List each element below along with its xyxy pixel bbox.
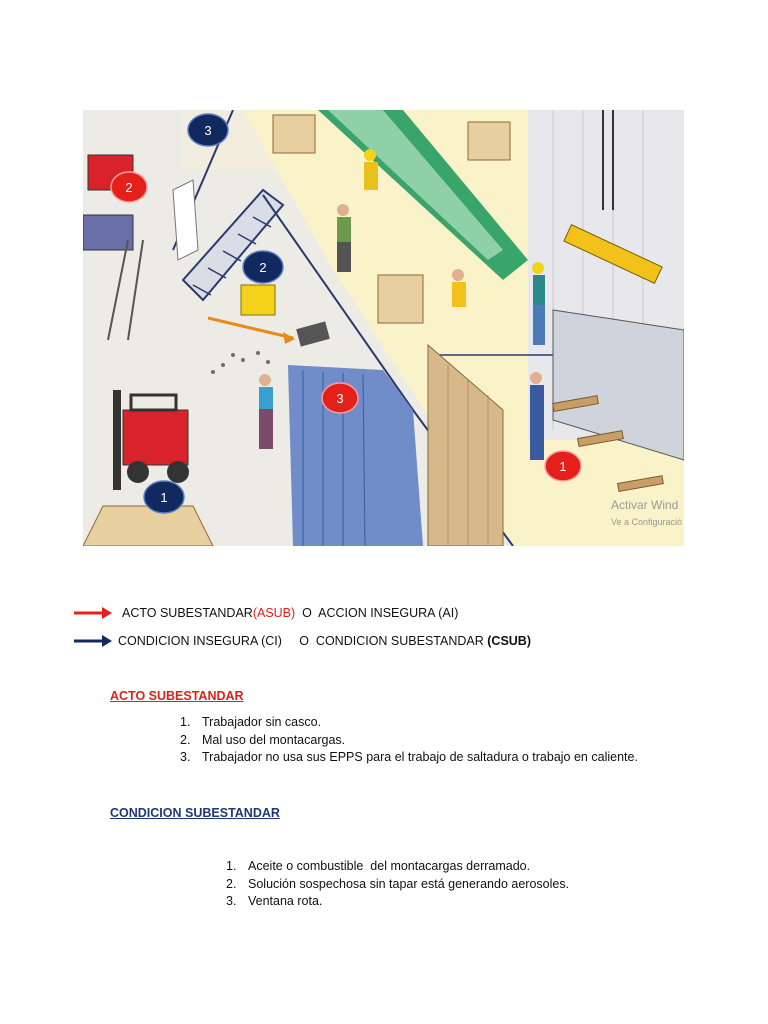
- marker-condicion-3: [188, 114, 228, 146]
- watermark-line1: Activar Wind: [611, 498, 679, 512]
- marker-label: 2: [259, 260, 267, 275]
- barrels: [241, 285, 275, 315]
- list-item: 3. Trabajador no usa sus EPPS para el trabajo de saltadura o trabajo en caliente.: [180, 750, 638, 764]
- list-item: 1. Trabajador sin casco.: [180, 715, 322, 729]
- watermark-line2: Ve a Configuració: [611, 517, 683, 527]
- red-arrow-icon: [74, 607, 112, 619]
- factory-scene: [83, 110, 684, 546]
- legend-condicion-highlight: (CSUB): [487, 634, 531, 648]
- window: [173, 180, 198, 260]
- marker-label: 1: [160, 490, 168, 505]
- marker-label: 3: [204, 123, 212, 138]
- workplace-illustration: [83, 110, 684, 546]
- marker-label: 2: [125, 180, 133, 195]
- legend-acto-prefix: ACTO SUBESTANDAR: [122, 606, 253, 620]
- marker-condicion-2: [243, 251, 283, 283]
- marker-acto-2: [111, 172, 147, 202]
- acto-list: [180, 714, 638, 767]
- acto-heading: ACTO SUBESTANDAR: [110, 689, 244, 703]
- legend-acto-highlight: (ASUB): [252, 606, 296, 620]
- list-item: 1. Aceite o combustible del montacargas derramado.: [226, 859, 531, 873]
- scaffold: [83, 215, 133, 250]
- condicion-list: [226, 858, 569, 911]
- workbench: [83, 506, 213, 546]
- marker-label: 1: [559, 459, 567, 474]
- list-item: 2. Mal uso del montacargas.: [180, 732, 346, 747]
- condicion-heading: CONDICION SUBESTANDAR: [110, 806, 280, 820]
- legend-condicion-prefix: CONDICION INSEGURA (CI) O CONDICION SUBESTANDAR: [118, 634, 488, 648]
- list-item: 2. Solución sospechosa sin tapar está generando aerosoles.: [226, 876, 570, 891]
- marker-condicion-1: [144, 481, 184, 513]
- marker-label: 3: [336, 391, 344, 406]
- box-stack: [273, 115, 315, 153]
- legend-acto: [74, 603, 458, 623]
- marker-acto-1: [545, 451, 581, 481]
- legend-condicion: [74, 631, 531, 651]
- marker-acto-3: [322, 383, 358, 413]
- blue-arrow-icon: [74, 635, 112, 647]
- legend-acto-suffix: O ACCION INSEGURA (AI): [295, 606, 459, 620]
- list-item: 3. Ventana rota.: [226, 894, 323, 908]
